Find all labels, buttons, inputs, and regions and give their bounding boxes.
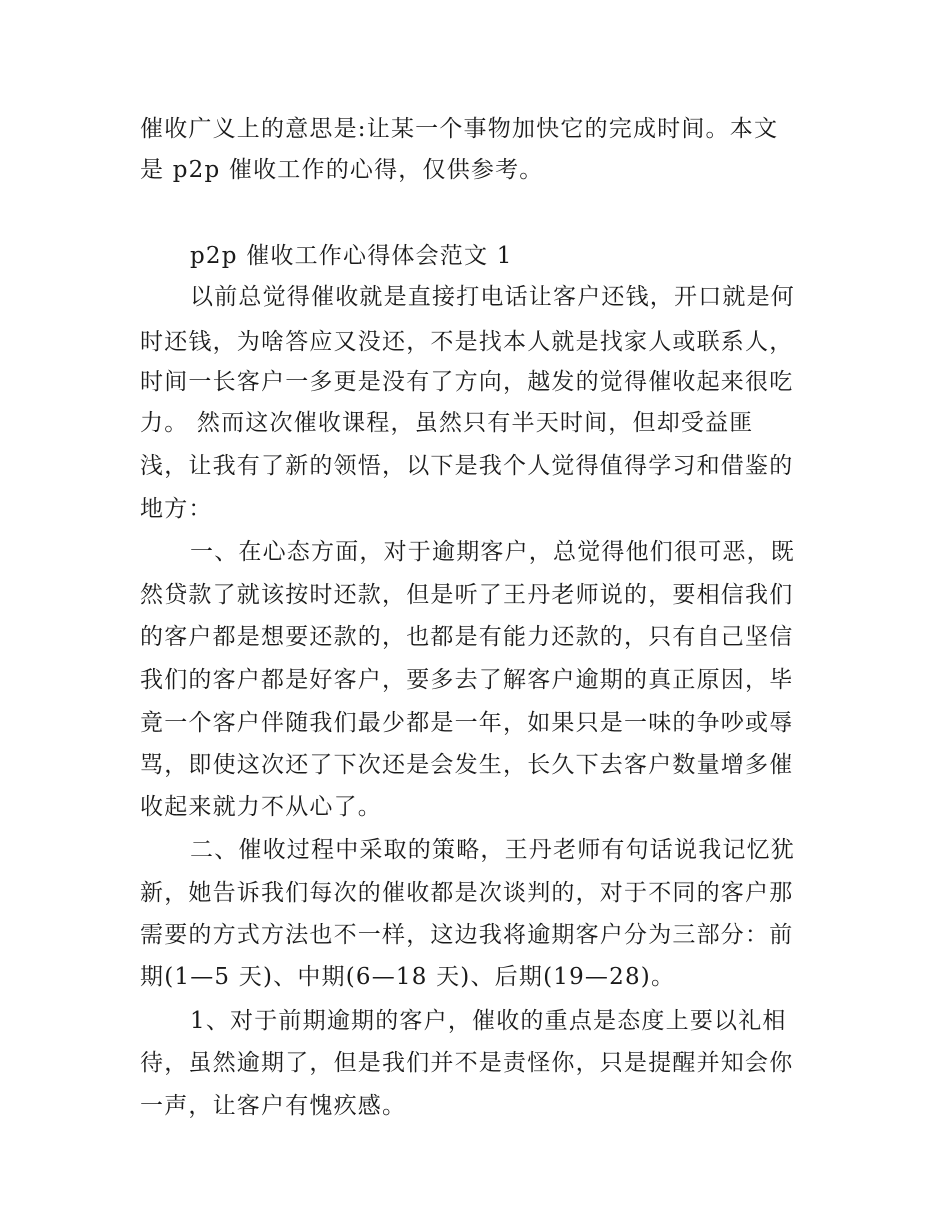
text-line: 地方： bbox=[140, 496, 213, 522]
section-heading: p2p 催收工作心得体会范文 1 bbox=[190, 243, 513, 269]
text-line: 需要的方式方法也不一样，这边我将逾期客户分为三部分：前 bbox=[140, 922, 794, 948]
text-line: 二、催收过程中采取的策略，王丹老师有句话说我记忆犹 bbox=[190, 837, 795, 863]
text-line: 新，她告诉我们每次的催收都是次谈判的，对于不同的客户那 bbox=[140, 880, 794, 906]
text-line: 然贷款了就该按时还款，但是听了王丹老师说的，要相信我们 bbox=[140, 582, 794, 608]
text-line: 以前总觉得催收就是直接打电话让客户还钱，开口就是何 bbox=[190, 284, 795, 310]
text-line: 期(1—5 天)、中期(6—18 天)、后期(19—28)。 bbox=[140, 964, 676, 990]
text-line: 力。 然而这次催收课程，虽然只有半天时间，但却受益匪 bbox=[140, 410, 754, 436]
text-line: 时还钱，为啥答应又没还，不是找本人就是找家人或联系人， bbox=[140, 329, 794, 355]
text-line: 是 p2p 催收工作的心得，仅供参考。 bbox=[140, 157, 544, 183]
text-line: 的客户都是想要还款的，也都是有能力还款的，只有自己坚信 bbox=[140, 624, 794, 650]
text-line: 收起来就力不从心了。 bbox=[140, 794, 382, 820]
text-line: 待，虽然逾期了，但是我们并不是责怪你，只是提醒并知会你 bbox=[140, 1050, 794, 1076]
text-line: 催收广义上的意思是:让某一个事物加快它的完成时间。本文 bbox=[140, 116, 779, 142]
text-line: 时间一长客户一多更是没有了方向，越发的觉得催收起来很吃 bbox=[140, 369, 794, 395]
text-line: 一、在心态方面，对于逾期客户，总觉得他们很可恶，既 bbox=[190, 539, 795, 565]
text-line: 骂，即使这次还了下次还是会发生，长久下去客户数量增多催 bbox=[140, 752, 794, 778]
text-line: 竟一个客户伴随我们最少都是一年，如果只是一味的争吵或辱 bbox=[140, 710, 794, 736]
text-line: 一声，让客户有愧疚感。 bbox=[140, 1093, 407, 1119]
text-line: 我们的客户都是好客户，要多去了解客户逾期的真正原因，毕 bbox=[140, 667, 794, 693]
text-line: 浅，让我有了新的领悟，以下是我个人觉得值得学习和借鉴的 bbox=[140, 453, 794, 479]
text-line: 1、对于前期逾期的客户，催收的重点是态度上要以礼相 bbox=[190, 1008, 787, 1034]
